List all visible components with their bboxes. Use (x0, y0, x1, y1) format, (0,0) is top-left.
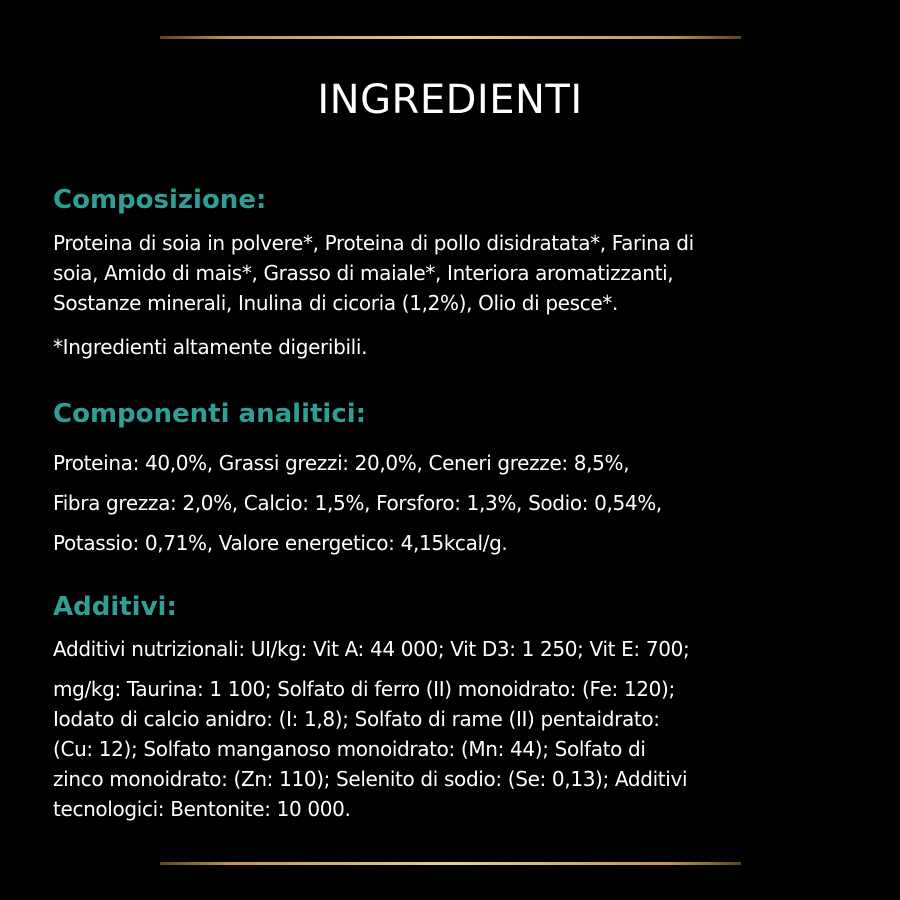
composizione-line: Proteina di soia in polvere*, Proteina di pollo disidratata*, Farina di (53, 231, 694, 255)
additivi-text (53, 674, 863, 824)
componenti-line: Potassio: 0,71%, Valore energetico: 4,15kcal/g. (53, 531, 508, 555)
additivi-line: zinco monoidrato: (Zn: 110); Selenito di sodio: (Se: 0,13); Additivi (53, 767, 688, 791)
additivi-line: Iodato di calcio anidro: (I: 1,8); Solfato di rame (II) pentaidrato: (53, 707, 660, 731)
componenti-line: Fibra grezza: 2,0%, Calcio: 1,5%, Forsforo: 1,3%, Sodio: 0,54%, (53, 491, 662, 515)
composizione-line: soia, Amido di mais*, Grasso di maiale*, Interiora aromatizzanti, (53, 261, 674, 285)
componenti-analitici-text (53, 443, 863, 563)
page-title: INGREDIENTI (317, 77, 583, 123)
top-gold-divider (160, 36, 741, 39)
additivi-line: tecnologici: Bentonite: 10 000. (53, 797, 351, 821)
composizione-line: Sostanze minerali, Inulina di cicoria (1,2%), Olio di pesce*. (53, 291, 618, 315)
additivi-line: mg/kg: Taurina: 1 100; Solfato di ferro (II) monoidrato: (Fe: 120); (53, 677, 675, 701)
additivi-heading: Additivi: (53, 592, 177, 622)
componenti-analitici-heading: Componenti analitici: (53, 399, 367, 429)
additivi-line: (Cu: 12); Solfato manganoso monoidrato: (Mn: 44); Solfato di (53, 737, 646, 761)
componenti-line: Proteina: 40,0%, Grassi grezzi: 20,0%, Ceneri grezze: 8,5%, (53, 451, 630, 475)
additivi-line: Additivi nutrizionali: UI/kg: Vit A: 44 000; Vit D3: 1 250; Vit E: 700; (53, 637, 690, 661)
bottom-gold-divider (160, 862, 741, 865)
digestibility-note: *Ingredienti altamente digeribili. (53, 335, 368, 359)
composizione-text (53, 228, 863, 318)
composizione-heading: Composizione: (53, 185, 267, 215)
